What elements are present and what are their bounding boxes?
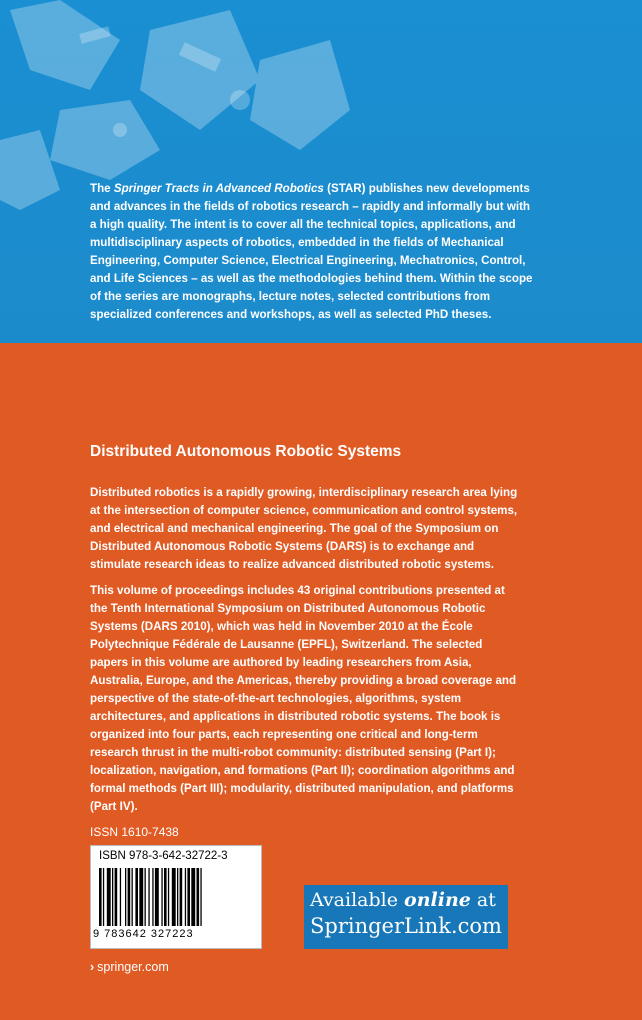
publisher-website-label: springer.com [97, 960, 169, 974]
chevron-right-icon: › [90, 960, 95, 974]
description-paragraph-1: Distributed robotics is a rapidly growing, interdisciplinary research area lying at the intersection of computer science, communication and control systems, and electrical and mechanical engineering. The goal of the Symposium on Distributed Autonomous Robotic Systems (DARS) is to exchange and stimulate research ideas to realize advanced distributed robotic systems. [90, 486, 518, 571]
isbn-label: ISBN 978-3-642-32722-3 [99, 850, 228, 862]
isbn-barcode [90, 845, 262, 949]
series-lead: The [90, 182, 114, 195]
barcode-bar [161, 868, 162, 926]
publisher-website[interactable] [90, 960, 169, 974]
barcode-bar [139, 868, 143, 926]
barcode-bar [187, 868, 190, 926]
barcode-bar [112, 868, 113, 926]
barcode-bar [197, 868, 200, 926]
barcode-digits: 9 783642 327223 [93, 928, 194, 940]
barcode-bar [177, 868, 178, 926]
description-paragraph-2: This volume of proceedings includes 43 original contributions presented at the Tenth International Symposium on Distributed Autonomous Robotic Systems (DARS 2010), which was held in November 2010 at the École Polytechnique Fédérale de Lausanne (EPFL), Switzerland. The selected papers in this volume are authored by leading researchers from Asia, Australia, Europe, and the Americas, thereby providing a broad coverage and perspective of the state-of-the-art technologies, algorithms, system architectures, and applications in distributed robotic systems. The book is organized into four parts, each representing one critical and long-term research thrust in the multi-robot community: distributed sensing (Part I); localization, navigation, and formations (Part II); coordination algorithms and formal methods (Part III); modularity, distributed manipulation, and platforms (Part IV). [90, 584, 517, 813]
barcode-bar [120, 868, 121, 926]
barcode-bar [200, 868, 201, 926]
barcode-bar [172, 868, 176, 926]
barcode-bar [103, 868, 104, 926]
barcode-bar [152, 868, 153, 926]
barcode-bars [97, 868, 255, 926]
barcode-bar [191, 868, 195, 926]
book-title: Distributed Autonomous Robotic Systems [90, 443, 402, 460]
online-word: online [404, 889, 471, 911]
barcode-bar [168, 868, 169, 926]
series-rest: (STAR) publishes new developments and advances in the fields of robotics research – rapidly and informally but with a high quality. The intent is to cover all the technical topics, applications, and multidisciplinary aspects of robotics, embedded in the fields of Mechanical Engineering, Computer Science, Electrical Engineering, Mechatronics, Control, and Life Sciences – as well as the methodologies behind them. Within the scope of the series are monographs, lecture notes, selected contributions from specialized conferences and workshops, as well as selected PhD theses. [90, 182, 533, 321]
barcode-bar [99, 868, 102, 926]
barcode-bar [128, 868, 131, 926]
available-word: Available [310, 889, 398, 911]
barcode-bar [164, 868, 167, 926]
barcode-bar [155, 868, 159, 926]
series-description [90, 180, 535, 324]
series-name: Springer Tracts in Advanced Robotics [113, 182, 324, 195]
springerlink-badge[interactable] [304, 885, 508, 949]
barcode-bar [185, 868, 186, 926]
barcode-bar [135, 868, 138, 926]
barcode-bar [107, 868, 111, 926]
barcode-bar [148, 868, 149, 926]
barcode-bar [132, 868, 133, 926]
issn-label: ISSN 1610-7438 [90, 825, 179, 839]
barcode-bar [125, 868, 126, 926]
springerlink-url: SpringerLink.com [310, 914, 502, 938]
available-online-text [310, 889, 496, 911]
barcode-bar [145, 868, 146, 926]
barcode-bar [115, 868, 118, 926]
at-word: at [476, 889, 496, 911]
barcode-bar [180, 868, 183, 926]
